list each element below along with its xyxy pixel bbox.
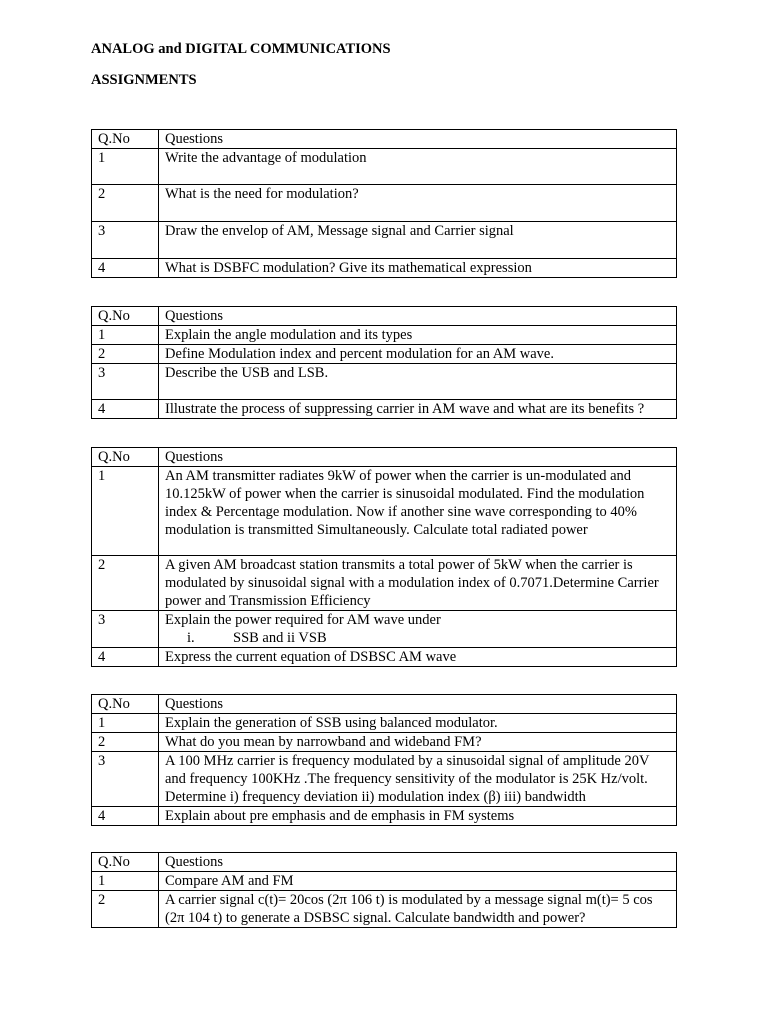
- question-number: 2: [92, 185, 159, 222]
- question-text: A carrier signal c(t)= 20cos (2π 106 t) is modulated by a message signal m(t)= 5 cos (2π 104 t) to generate a DSBSC signal. Calculate bandwidth and power?: [159, 891, 677, 928]
- table-row: [92, 149, 677, 185]
- table-row: [92, 345, 677, 364]
- question-text: What is DSBFC modulation? Give its mathematical expression: [159, 259, 677, 278]
- table-row: [92, 891, 677, 928]
- qno-header: Q.No: [92, 695, 159, 714]
- assignment-table-3: [91, 447, 677, 667]
- table-header-row: [92, 130, 677, 149]
- table-row: [92, 648, 677, 667]
- question-text: Explain about pre emphasis and de emphasis in FM systems: [159, 807, 677, 826]
- questions-header: Questions: [159, 695, 677, 714]
- table-header-row: [92, 853, 677, 872]
- table-row: [92, 807, 677, 826]
- question-text: Explain the generation of SSB using balanced modulator.: [159, 714, 677, 733]
- question-text: Compare AM and FM: [159, 872, 677, 891]
- question-text: Express the current equation of DSBSC AM wave: [159, 648, 677, 667]
- question-text: A 100 MHz carrier is frequency modulated by a sinusoidal signal of amplitude 20V and frequency 100KHz .The frequency sensitivity of the modulator is 25K Hz/volt. Determine i) frequency deviation ii) modulation index (β) iii) bandwidth: [159, 752, 677, 807]
- qno-header: Q.No: [92, 307, 159, 326]
- table-row: [92, 185, 677, 222]
- question-number: 4: [92, 648, 159, 667]
- table-header-row: [92, 448, 677, 467]
- question-number: 2: [92, 891, 159, 928]
- table-header-row: [92, 695, 677, 714]
- question-number: 4: [92, 259, 159, 278]
- table-header-row: [92, 307, 677, 326]
- question-number: 4: [92, 807, 159, 826]
- table-row: [92, 222, 677, 259]
- table-row: [92, 872, 677, 891]
- assignment-table-4: [91, 694, 677, 826]
- question-text: Describe the USB and LSB.: [159, 364, 677, 400]
- question-text: Explain the angle modulation and its types: [159, 326, 677, 345]
- question-cell: [159, 611, 677, 648]
- table-row: [92, 752, 677, 807]
- question-number: 4: [92, 400, 159, 419]
- question-number: 3: [92, 364, 159, 400]
- table-row: [92, 326, 677, 345]
- assignment-table-1: [91, 129, 677, 278]
- table-row: [92, 714, 677, 733]
- questions-header: Questions: [159, 448, 677, 467]
- question-number: 1: [92, 326, 159, 345]
- question-text: Illustrate the process of suppressing carrier in AM wave and what are its benefits ?: [159, 400, 677, 419]
- document-title: ANALOG and DIGITAL COMMUNICATIONS: [91, 41, 391, 57]
- table-row: [92, 556, 677, 611]
- table-row: [92, 611, 677, 648]
- question-number: 1: [92, 872, 159, 891]
- table-row: [92, 467, 677, 556]
- qno-header: Q.No: [92, 853, 159, 872]
- question-number: 3: [92, 222, 159, 259]
- qno-header: Q.No: [92, 448, 159, 467]
- question-number: 3: [92, 752, 159, 807]
- question-text: A given AM broadcast station transmits a total power of 5kW when the carrier is modulated by sinusoidal signal with a modulation index of 0.7071.Determine Carrier power and Transmission Efficiency: [159, 556, 677, 611]
- sub-item-text: SSB and ii VSB: [233, 630, 327, 646]
- question-number: 1: [92, 467, 159, 556]
- question-text: What is the need for modulation?: [159, 185, 677, 222]
- question-number: 2: [92, 345, 159, 364]
- question-text: Write the advantage of modulation: [159, 149, 677, 185]
- question-number: 1: [92, 714, 159, 733]
- qno-header: Q.No: [92, 130, 159, 149]
- question-text: Define Modulation index and percent modulation for an AM wave.: [159, 345, 677, 364]
- table-row: [92, 259, 677, 278]
- table-row: [92, 364, 677, 400]
- question-number: 1: [92, 149, 159, 185]
- sub-item-number: i.: [187, 630, 195, 646]
- questions-header: Questions: [159, 853, 677, 872]
- question-text: What do you mean by narrowband and wideband FM?: [159, 733, 677, 752]
- assignment-table-5: [91, 852, 677, 928]
- question-text: Explain the power required for AM wave under: [165, 612, 441, 628]
- question-text: Draw the envelop of AM, Message signal and Carrier signal: [159, 222, 677, 259]
- document-subtitle: ASSIGNMENTS: [91, 72, 197, 88]
- question-text: An AM transmitter radiates 9kW of power when the carrier is un-modulated and 10.125kW of power when the carrier is sinusoidal modulated. Find the modulation index & Percentage modulation. Now if another sine wave corresponding to 40% modulation is transmitted Simultaneously. Calculate total radiated power: [159, 467, 677, 556]
- assignment-table-2: [91, 306, 677, 419]
- questions-header: Questions: [159, 130, 677, 149]
- question-number: 2: [92, 556, 159, 611]
- question-number: 2: [92, 733, 159, 752]
- table-row: [92, 400, 677, 419]
- table-row: [92, 733, 677, 752]
- question-number: 3: [92, 611, 159, 648]
- sub-item: [165, 629, 670, 647]
- questions-header: Questions: [159, 307, 677, 326]
